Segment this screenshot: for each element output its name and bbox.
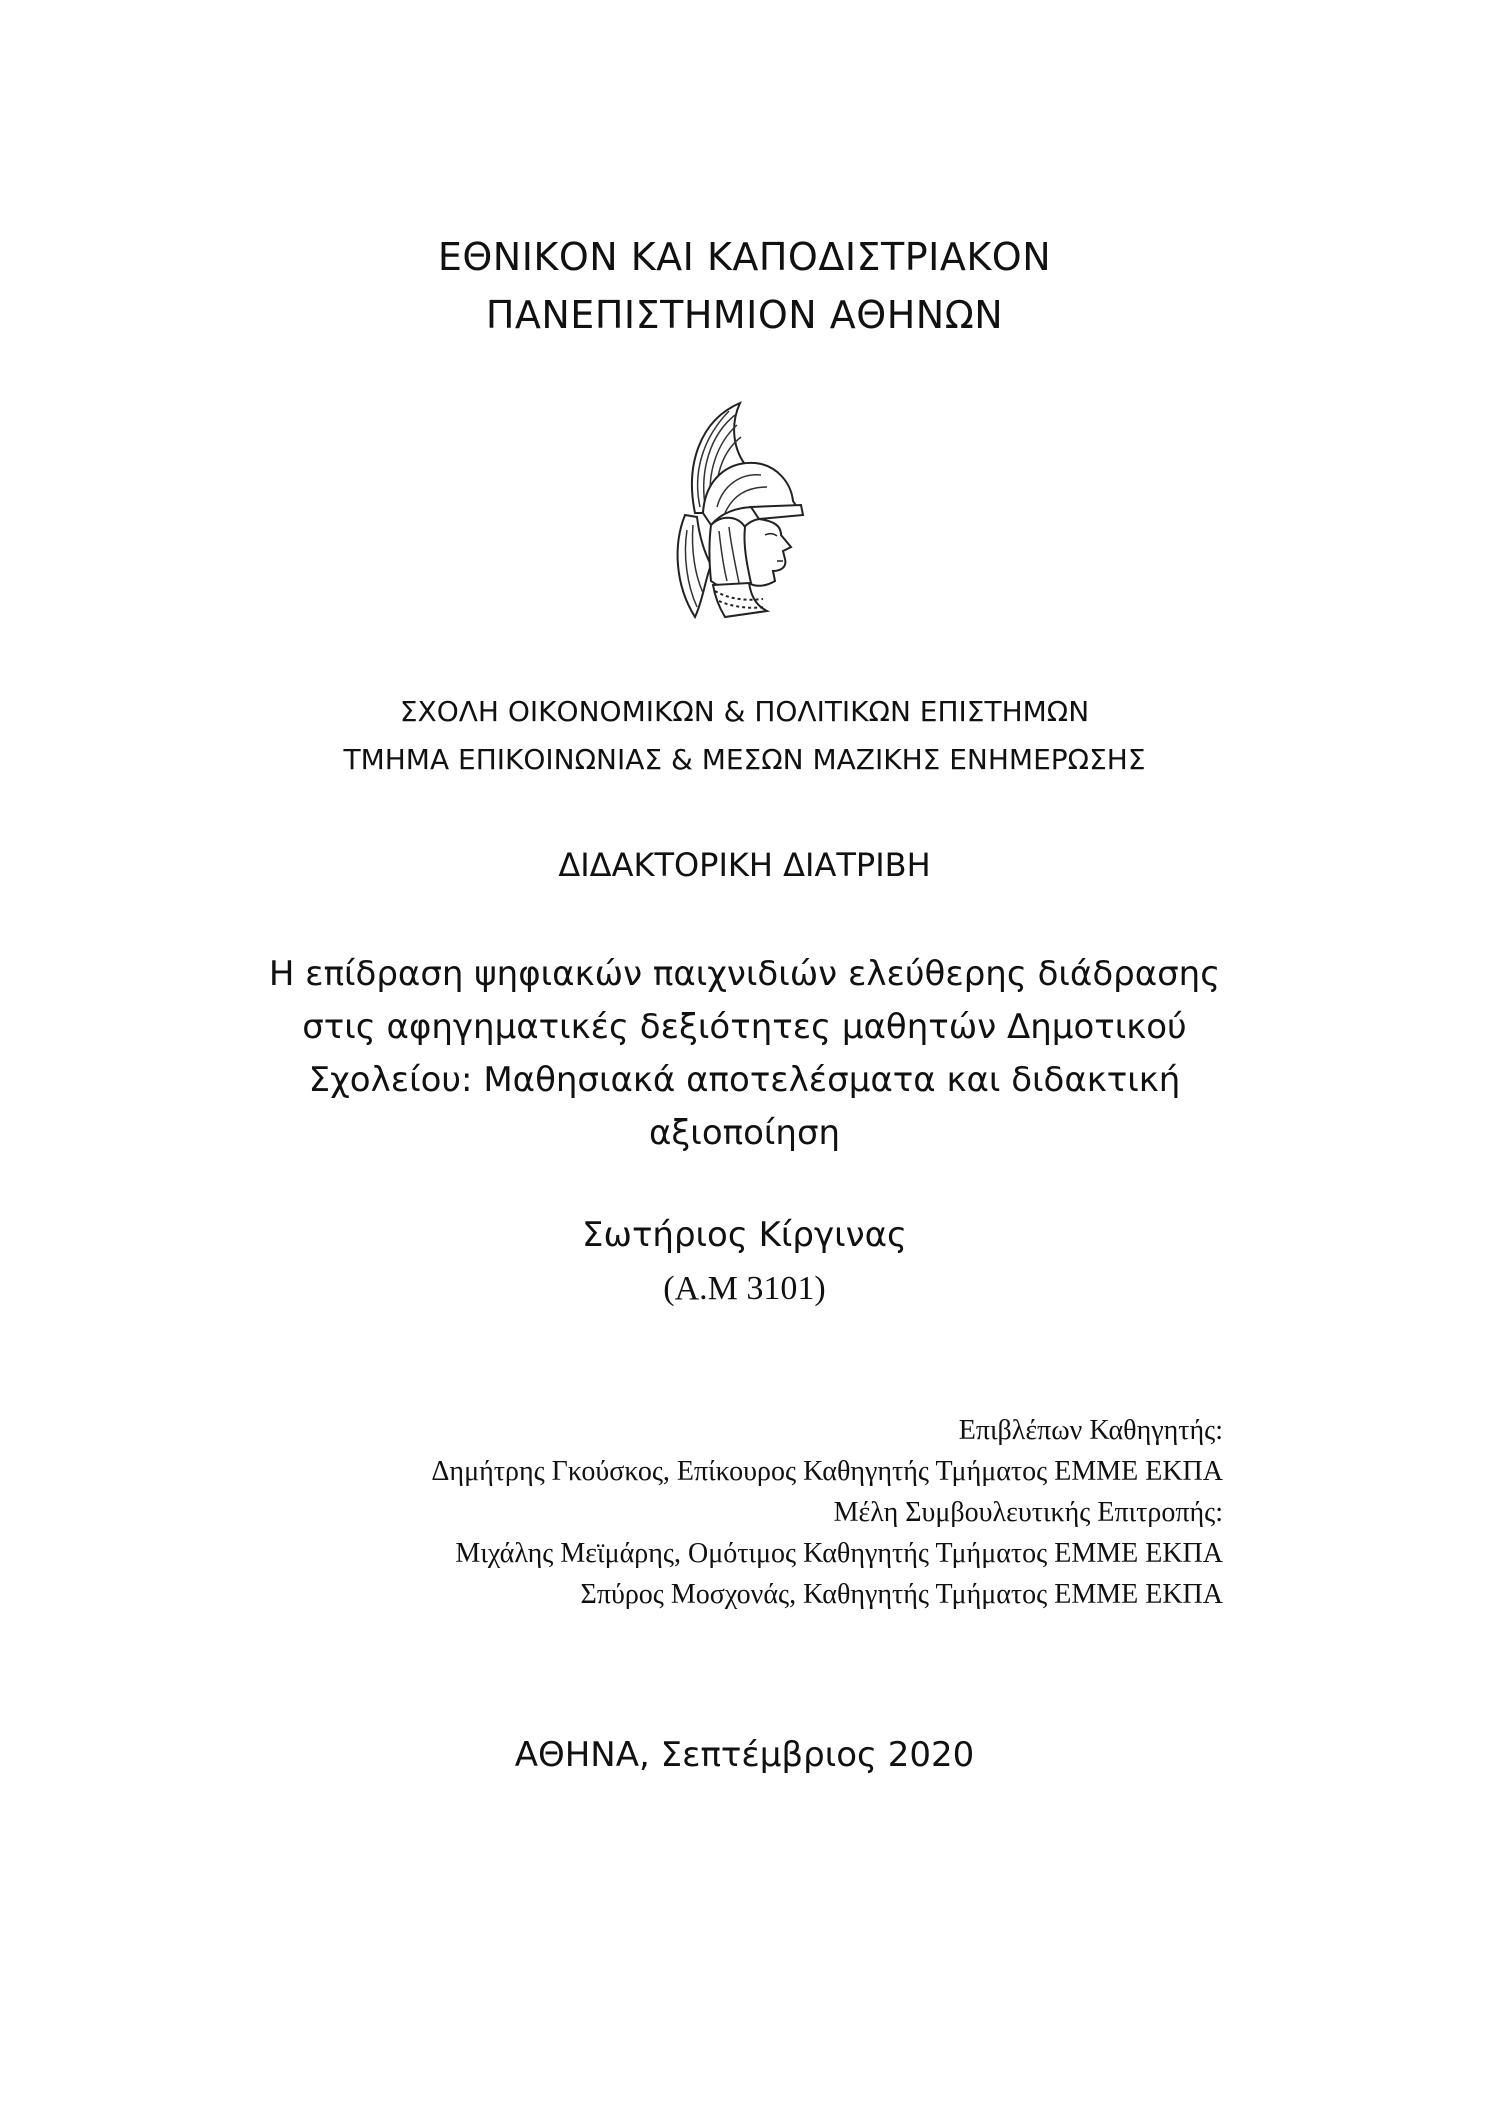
athena-helmet-emblem-icon (655, 395, 815, 625)
school-info (0, 688, 1489, 784)
author-name: Σωτήριος Κίργινας (582, 1215, 907, 1255)
committee-members-label: Μέλη Συμβουλευτικής Επιτροπής: (833, 1497, 1223, 1528)
place-and-date: ΑΘΗΝΑ, Σεπτέμβριος 2020 (514, 1735, 975, 1775)
thesis-title-line-3: Σχολείου: Μαθησιακά αποτελέσματα και διδακτική (308, 1060, 1181, 1100)
committee-member-1: Μιχάλης Μεϊμάρης, Ομότιμος Καθηγητής Τμήματος ΕΜΜΕ ΕΚΠΑ (455, 1538, 1223, 1569)
thesis-title-line-1: Η επίδραση ψηφιακών παιχνιδιών ελεύθερης διάδρασης (268, 954, 1221, 994)
thesis-type: ΔΙΔΑΚΤΟΡΙΚΗ ΔΙΑΤΡΙΒΗ (558, 846, 931, 884)
university-name-line-2: ΠΑΝΕΠΙΣΤΗΜΙΟΝ ΑΘΗΝΩΝ (485, 293, 1004, 337)
committee-member-2: Σπύρος Μοσχονάς, Καθηγητής Τμήματος ΕΜΜΕ ΕΚΠΑ (580, 1579, 1223, 1610)
university-name-line-1: ΕΘΝΙΚΟΝ ΚΑΙ ΚΑΠΟΔΙΣΤΡΙΑΚΟΝ (437, 235, 1052, 279)
author-registration-number: (Α.Μ 3101) (663, 1270, 826, 1307)
thesis-title-line-2: στις αφηγηματικές δεξιότητες μαθητών Δημοτικού (302, 1007, 1187, 1047)
department-name: ΤΜΗΜΑ ΕΠΙΚΟΙΝΩΝΙΑΣ & ΜΕΣΩΝ ΜΑΖΙΚΗΣ ΕΝΗΜΕΡΩΣΗΣ (343, 743, 1146, 776)
university-name (0, 228, 1489, 344)
thesis-title (0, 948, 1489, 1160)
faculty-name: ΣΧΟΛΗ ΟΙΚΟΝΟΜΙΚΩΝ & ΠΟΛΙΤΙΚΩΝ ΕΠΙΣΤΗΜΩΝ (399, 695, 1090, 728)
supervisor-name: Δημήτρης Γκούσκος, Επίκουρος Καθηγητής Τμήματος ΕΜΜΕ ΕΚΠΑ (431, 1456, 1223, 1487)
committee-block (431, 1410, 1223, 1615)
supervisor-label: Επιβλέπων Καθηγητής: (958, 1415, 1223, 1446)
thesis-title-line-4: αξιοποίηση (648, 1113, 841, 1153)
